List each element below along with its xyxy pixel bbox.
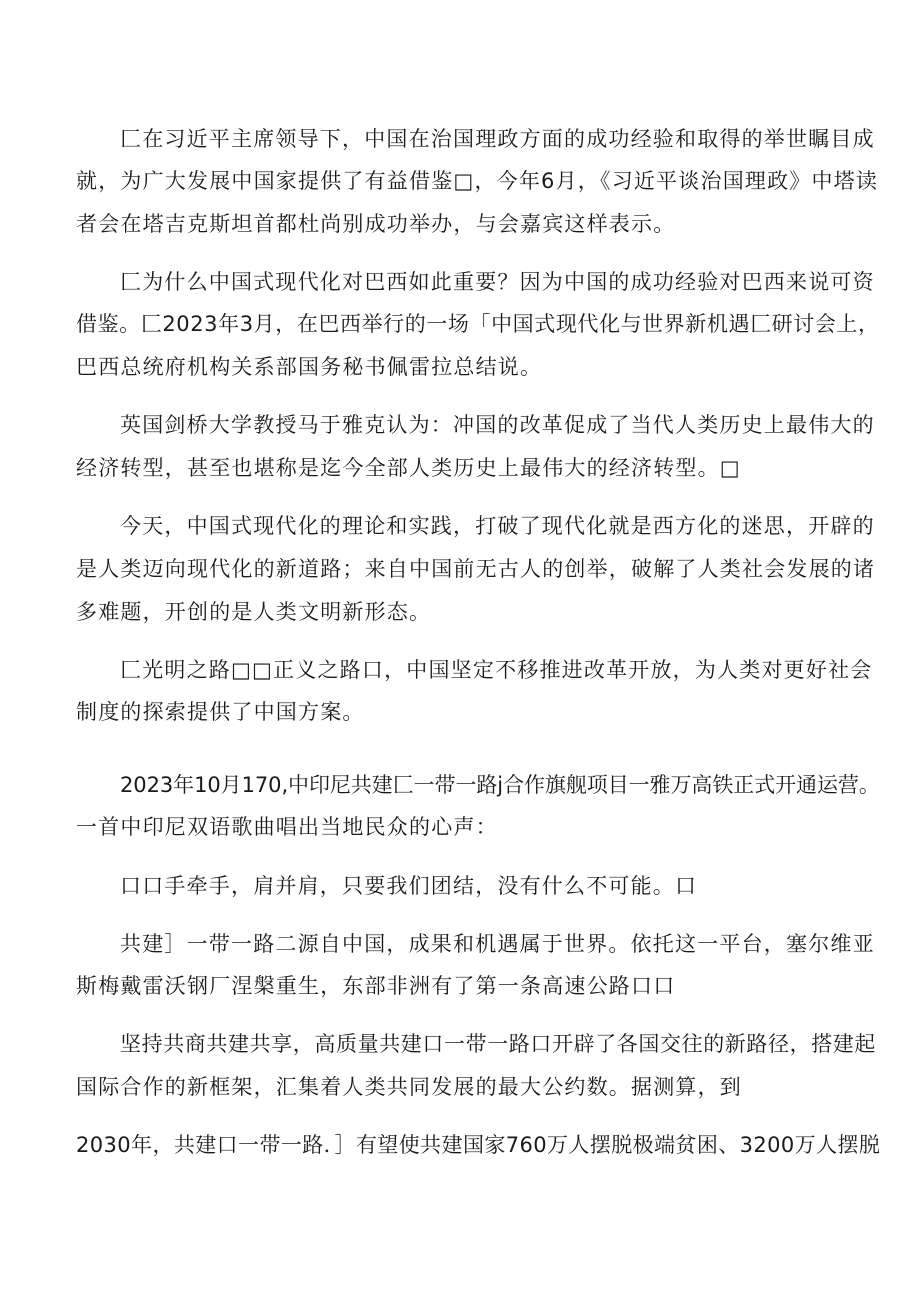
paragraph-1-line-2: 就，为广大发展中国家提供了有益借鉴□，今年6月，《习近平谈治国理政》中塔读	[76, 169, 879, 193]
paragraph-4-line-3: 多难题，开创的是人类文明新形态。	[76, 600, 432, 624]
paragraph-9-line-1: 坚持共商共建共享，高质量共建口一带一路口开辟了各国交往的新路径，搭建起	[120, 1032, 876, 1056]
paragraph-1-line-3: 者会在塔吉克斯坦首都杜尚别成功举办，与会嘉宾这样表示。	[76, 212, 676, 236]
paragraph-5-line-2: 制度的探索提供了中国方案。	[76, 700, 365, 724]
paragraph-5-line-1: 匚光明之路□□正义之路口，中国坚定不移推进改革开放，为人类对更好社会	[120, 658, 873, 682]
paragraph-2-line-1: 匚为什么中国式现代化对巴西如此重要？因为中国的成功经验对巴西来说可资	[120, 270, 875, 294]
paragraph-9-line-2: 国际合作的新框架，汇集着人类共同发展的最大公约数。据测算，到	[76, 1075, 742, 1099]
paragraph-3-line-1: 英国剑桥大学教授马于雅克认为：冲国的改革促成了当代人类历史上最伟大的	[120, 413, 875, 437]
paragraph-1-line-1: 匚在习近平主席领导下，中国在治国理政方面的成功经验和取得的举世瞩目成	[120, 127, 875, 151]
paragraph-8-line-1: 共建］一带一路二源自中国，成果和机遇属于世界。依托这一平台，塞尔维亚	[120, 932, 875, 956]
paragraph-4-line-2: 是人类迈向现代化的新道路；来自中国前无古人的创举，破解了人类社会发展的诸	[76, 557, 876, 581]
paragraph-3-line-2: 经济转型，甚至也堪称是迄今全部人类历史上最伟大的经济转型。□	[76, 456, 741, 480]
paragraph-6-line-2: 一首中印尼双语歌曲唱出当地民众的心声：	[76, 815, 498, 839]
paragraph-4-line-1: 今天，中国式现代化的理论和实践，打破了现代化就是西方化的迷思，开辟的	[120, 514, 875, 538]
paragraph-10-line-1: 2030年，共建口一带一路．］有望使共建国家760万人摆脱极端贫困、3200万人摆脱	[76, 1133, 881, 1157]
paragraph-8-line-2: 斯梅戴雷沃钢厂涅槃重生，东部非洲有了第一条高速公路口口	[76, 974, 676, 998]
paragraph-2-line-3: 巴西总统府机构关系部国务秘书佩雷拉总结说。	[76, 355, 543, 379]
paragraph-6-line-1: 2023年10月170,中印尼共建匚一带一路j合作旗舰项目一雅万高铁正式开通运营。	[120, 773, 880, 797]
paragraph-7-line-1: 口口手牵手，肩并肩，只要我们团结，没有什么不可能。口	[120, 874, 698, 898]
paragraph-2-line-2: 借鉴。匚2023年3月，在巴西举行的一场「中国式现代化与世界新机遇匚研讨会上，	[76, 312, 880, 336]
